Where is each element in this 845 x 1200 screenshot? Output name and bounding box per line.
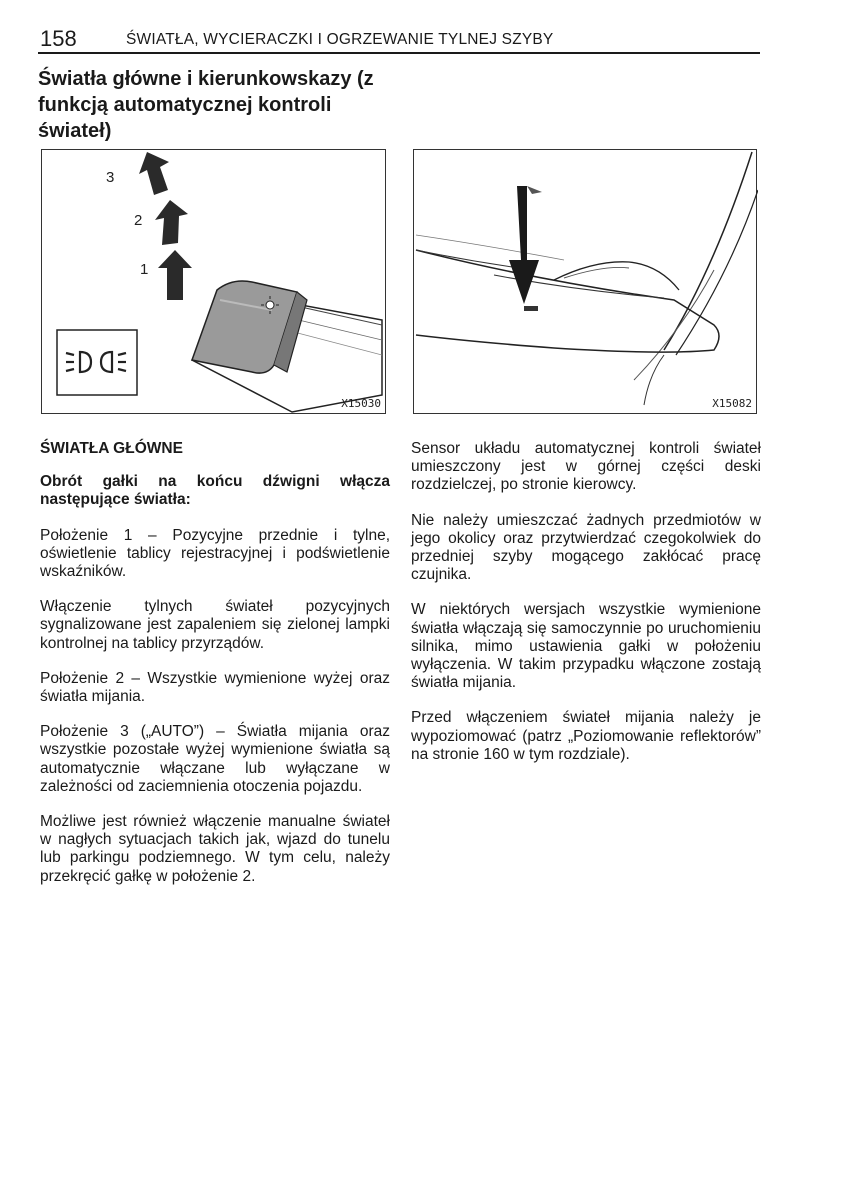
sensor-illustration [414, 150, 758, 415]
figure-sensor-location [413, 149, 757, 414]
paragraph-manual: Możliwe jest również włączenie manualne świateł w nagłych sytuacjach takich jak, wjazd do tunelu lub parkingu podziemnego. W tym celu, należy przekręcić gałkę w położenie 2. [40, 813, 390, 885]
position-label-3: 3 [106, 169, 115, 186]
paragraph-tail-lights: Włączenie tylnych świateł pozycyjnych sygnalizowane jest zapaleniem się zielonej lampki kontrolnej na tablicy przyrządów. [40, 598, 390, 652]
figure-light-switch [41, 149, 386, 414]
section-title: Światła główne i kierunkowskazy (z funkcją automatycznej kontroli świateł) [38, 68, 374, 142]
rotation-arrow-icon [158, 250, 192, 300]
page-header [38, 28, 760, 54]
position-label-1: 1 [140, 261, 149, 278]
intro-paragraph: Obrót gałki na końcu dźwigni włącza następujące światła: [40, 473, 390, 509]
figure-code: X15082 [712, 397, 752, 410]
paragraph-sensor: Sensor układu automatycznej kontroli świateł umieszczony jest w górnej części deski rozdzielczej, po stronie kierowcy. [411, 440, 761, 494]
subsection-heading: ŚWIATŁA GŁÓWNE [40, 440, 183, 457]
position-label-2: 2 [134, 212, 143, 229]
figure-code: X15030 [341, 397, 381, 410]
rotation-arrow-icon [139, 152, 169, 195]
paragraph-warning: Nie należy umieszczać żadnych przedmiotów w jego okolicy oraz przytwierdzać czegokolwiek do przedniej szyby mogącego zakłócać pracę czujnika. [411, 511, 761, 584]
page-number: 158 [40, 26, 77, 51]
paragraph-position-1: Położenie 1 – Pozycyjne przednie i tylne, oświetlenie tablicy rejestracyjnej i podświetlenie wskaźników. [40, 526, 390, 581]
paragraph-leveling: Przed włączeniem świateł mijania należy je wypoziomować (patrz „Poziomowanie reflektorów” na stronie 160 w tym rozdziale). [411, 709, 761, 763]
paragraph-position-3: Położenie 3 („AUTO”) – Światła mijania oraz wszystkie pozostałe wyżej wymienione światła są automatycznie włączane lub wyłączane w zależności od zaciemnienia otoczenia pojazdu. [40, 723, 390, 795]
down-arrow-icon [509, 186, 539, 304]
rotation-arrow-icon [155, 200, 188, 245]
paragraph-position-2: Położenie 2 – Wszystkie wymienione wyżej oraz światła mijania. [40, 669, 390, 706]
paragraph-auto-on: W niektórych wersjach wszystkie wymienione światła włączają się samoczynnie po uruchomieniu silnika, mimo ustawienia gałki w położeniu wyłączenia. W takim przypadku włączone zostają światła mijania. [411, 601, 761, 692]
running-title: ŚWIATŁA, WYCIERACZKI I OGRZEWANIE TYLNEJ SZYBY [126, 31, 554, 48]
sensor-marker [524, 306, 538, 311]
left-column [40, 440, 390, 903]
light-switch-illustration [42, 150, 387, 415]
right-column [411, 440, 761, 781]
